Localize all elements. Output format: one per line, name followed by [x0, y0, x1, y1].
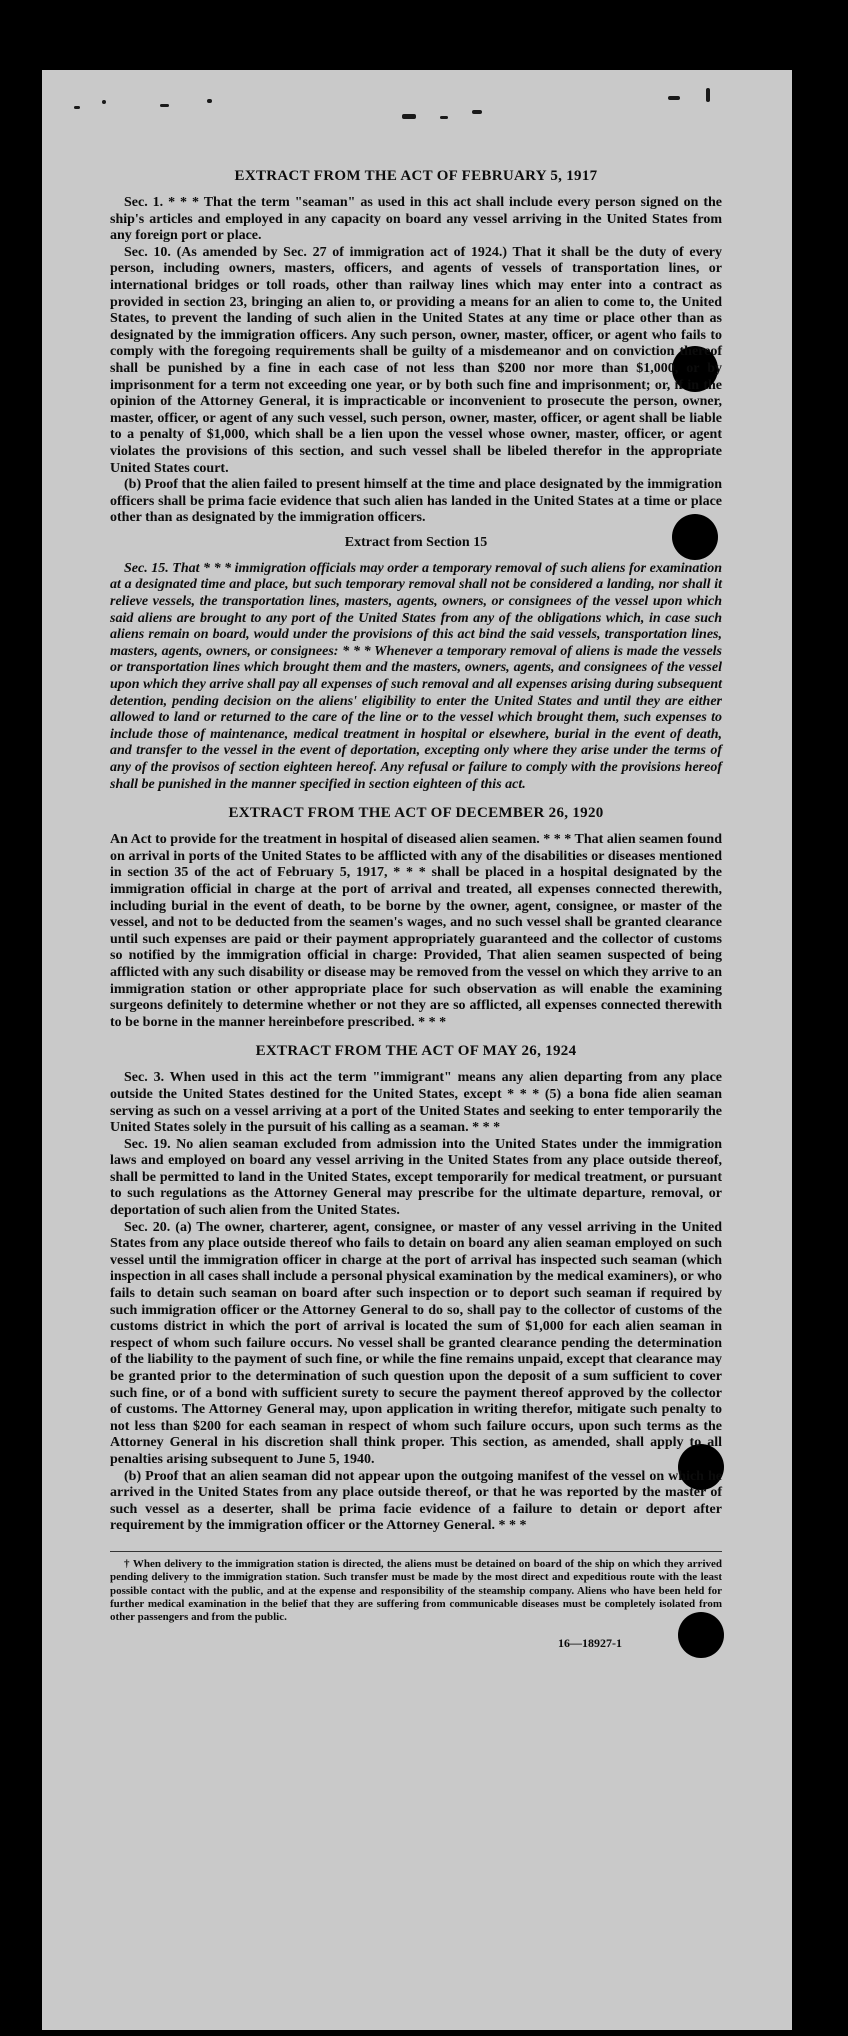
ink-speck [706, 88, 710, 102]
paragraph: Sec. 1. * * * That the term "seaman" as used in this act shall include every person signed on the ship's articles and employed in any capacity on board any vessel arriving in the United States from any foreign port or place. [110, 195, 722, 244]
ink-speck [74, 106, 80, 109]
paragraph: An Act to provide for the treatment in hospital of diseased alien seamen. * * * That alien seamen found on arrival in ports of the United States to be afflicted with any of the disabilities or diseases mentioned in section 35 of the act of February 5, 1917, * * * shall be placed in a hospital designated by the immigration official in charge at the port of arrival and treated, all expenses connected therewith, including burial in the event of death, to be borne by the owner, agent, consignee, or master of the vessel, and not to be deducted from the seamen's wages, and no such vessel shall be granted clearance until such expenses are paid or their payment appropriately guaranteed and the collector of customs so notified by the immigration official in charge: Provided, That alien seamen suspected of being afflicted with any such disability or disease may be removed from the vessel on which they arrive to an immigration station or other appropriate place for such observation as will enable the examining surgeons definitely to determine whether or not they are so afflicted, all expenses connected therewith to be borne in the manner hereinbefore prescribed. * * * [110, 832, 722, 1030]
document-body [110, 168, 722, 1651]
paragraph: Sec. 20. (a) The owner, charterer, agent, consignee, or master of any vessel arriving in the United States from any place outside thereof who fails to detain on board any alien seaman employed on such vessel until the immigration officer in charge at the port of arrival has inspected such seaman (which inspection in all cases shall include a personal physical examination by the medical examiners), or who fails to detain such seaman on board after such inspection or to deport such seaman if required by such immigration officer or the Attorney General to do so, shall pay to the collector of customs of the customs district in which the port of arrival is located the sum of $1,000 for each alien seaman in respect of whom such failure occurs. No vessel shall be granted clearance pending the determination of the liability to the payment of such fine, or while the fine remains unpaid, except that clearance may be granted prior to the determination of such question upon the deposit of a sum sufficient to cover such fine, or of a bond with sufficient surety to secure the payment thereof approved by the collector of customs. The Attorney General may, upon application in writing therefor, mitigate such penalty to not less than $200 for each seaman in respect of whom such failure occurs, upon such terms as the Attorney General in his discretion shall think proper. This section, as amended, shall apply to all penalties arising subsequent to June 5, 1940. [110, 1219, 722, 1467]
section-heading: EXTRACT FROM THE ACT OF FEBRUARY 5, 1917 [234, 168, 598, 184]
ink-speck [207, 99, 212, 103]
section-heading: EXTRACT FROM THE ACT OF DECEMBER 26, 1920 [228, 805, 604, 822]
footnote [110, 1551, 722, 1624]
paragraph: Sec. 19. No alien seaman excluded from admission into the United States under the immigration laws and employed on board any vessel arriving in the United States from any place outside thereof, shall be permitted to land in the United States, except temporarily for medical treatment, or pursuant to such regulations as the Attorney General may prescribe for the ultimate departure, removal, or deportation of such alien from the United States. [110, 1136, 722, 1219]
footnote-text: † When delivery to the immigration station is directed, the aliens must be detained on board of the ship on which they arrived pending delivery to the immigration station. Such transfer must be made by the most direct and expeditious route with the least possible contact with the public, and at the expense and responsibility of the steamship company. Aliens who have been held for further medical examination in the belief that they are suffering from communicable diseases must be completely isolated from other passengers and from the public. [110, 1557, 722, 1624]
spacer [110, 793, 722, 805]
ink-speck [472, 110, 482, 114]
ink-speck [440, 116, 448, 119]
extract-dec-1920 [110, 805, 722, 1031]
paragraph: Sec. 3. When used in this act the term "immigrant" means any alien departing from any place outside the United States destined for the United States, except * * * (5) a bona fide alien seaman serving as such on a vessel arriving at a port of the United States and seeking to enter temporarily the United States solely in the pursuit of his calling as a seaman. * * * [110, 1070, 722, 1136]
spacer [110, 1031, 722, 1043]
document-page [42, 70, 792, 2030]
extract-may-1924 [110, 1043, 722, 1535]
ink-speck [668, 96, 680, 100]
section-heading: EXTRACT FROM THE ACT OF MAY 26, 1924 [255, 1043, 577, 1060]
extract-feb-1917 [110, 168, 722, 527]
paragraph: Sec. 15. That * * * immigration officials may order a temporary removal of such aliens for examination at a designated time and place, but such temporary removal shall not be considered a landing, nor shall it relieve vessels, the transportation lines, masters, agents, owners, or consignees of the vessel upon which said aliens are brought to any port of the United States from any of the obligations which, in case such aliens remain on board, would under the provisions of this act bind the said vessels, transportation lines, masters, agents, owners, or consignees: * * * Whenever a temporary removal of aliens is made the vessels or transportation lines which brought them and the masters, owners, agents, and consignees of the vessel upon which they arrive shall pay all expenses of such removal and all expenses arising during subsequent detention, pending decision on the aliens' eligibility to enter the United States and until they are either allowed to land or returned to the care of the line or to the vessel which brought them, such expenses to include those of maintenance, medical treatment in hospital or elsewhere, burial in the event of death, and transfer to the vessel in the event of deportation, excepting only where they arise under the terms of any of the provisos of section eighteen hereof. Any refusal or failure to comply with the provisions hereof shall be punished in the manner specified in section eighteen of this act. [110, 560, 722, 792]
section-subheading: Extract from Section 15 [344, 534, 488, 550]
paragraph: Sec. 10. (As amended by Sec. 27 of immigration act of 1924.) That it shall be the duty of every person, including owners, masters, officers, and agents of vessels of transportation lines, or international bridges or toll roads, other than railway lines which may enter into a contract as provided in section 23, bringing an alien to, or providing a means for an alien to come to, the United States, to prevent the landing of such alien in the United States at any time or place other than as designated by the immigration officers. Any such person, owner, master, officer, or agent who fails to comply with the foregoing requirements shall be guilty of a misdemeanor and on conviction thereof shall be punished by a fine in each case of not less than $200 nor more than $1,000, or by imprisonment for a term not exceeding one year, or by both such fine and imprisonment; or, if in the opinion of the Attorney General, it is impracticable or inconvenient to prosecute the person, owner, master, officer, or agent of any such vessel, such person, owner, master, officer, or agent shall be liable to a penalty of $1,000, which shall be a lien upon the vessel whose owner, master, officer, or agent violates the provisions of this section, and such vessel shall be libeled therefor in the appropriate United States court. [110, 244, 722, 476]
paragraph: (b) Proof that an alien seaman did not appear upon the outgoing manifest of the vessel on which he arrived in the United States from any place outside thereof, or that he was reported by the master of such vessel as a deserter, shall be prima facie evidence of a failure to detain or deport after requirement by the immigration officer or the Attorney General. * * * [110, 1468, 722, 1534]
extract-section-15 [110, 535, 722, 793]
ink-speck [402, 114, 416, 119]
paragraph: (b) Proof that the alien failed to present himself at the time and place designated by the immigration officers shall be prima facie evidence that such alien has landed in the United States at a time or place other than as designated by the immigration officers. [110, 477, 722, 526]
ink-speck [160, 104, 169, 107]
form-number: 16—18927-1 [558, 1636, 622, 1651]
ink-speck [102, 100, 106, 104]
